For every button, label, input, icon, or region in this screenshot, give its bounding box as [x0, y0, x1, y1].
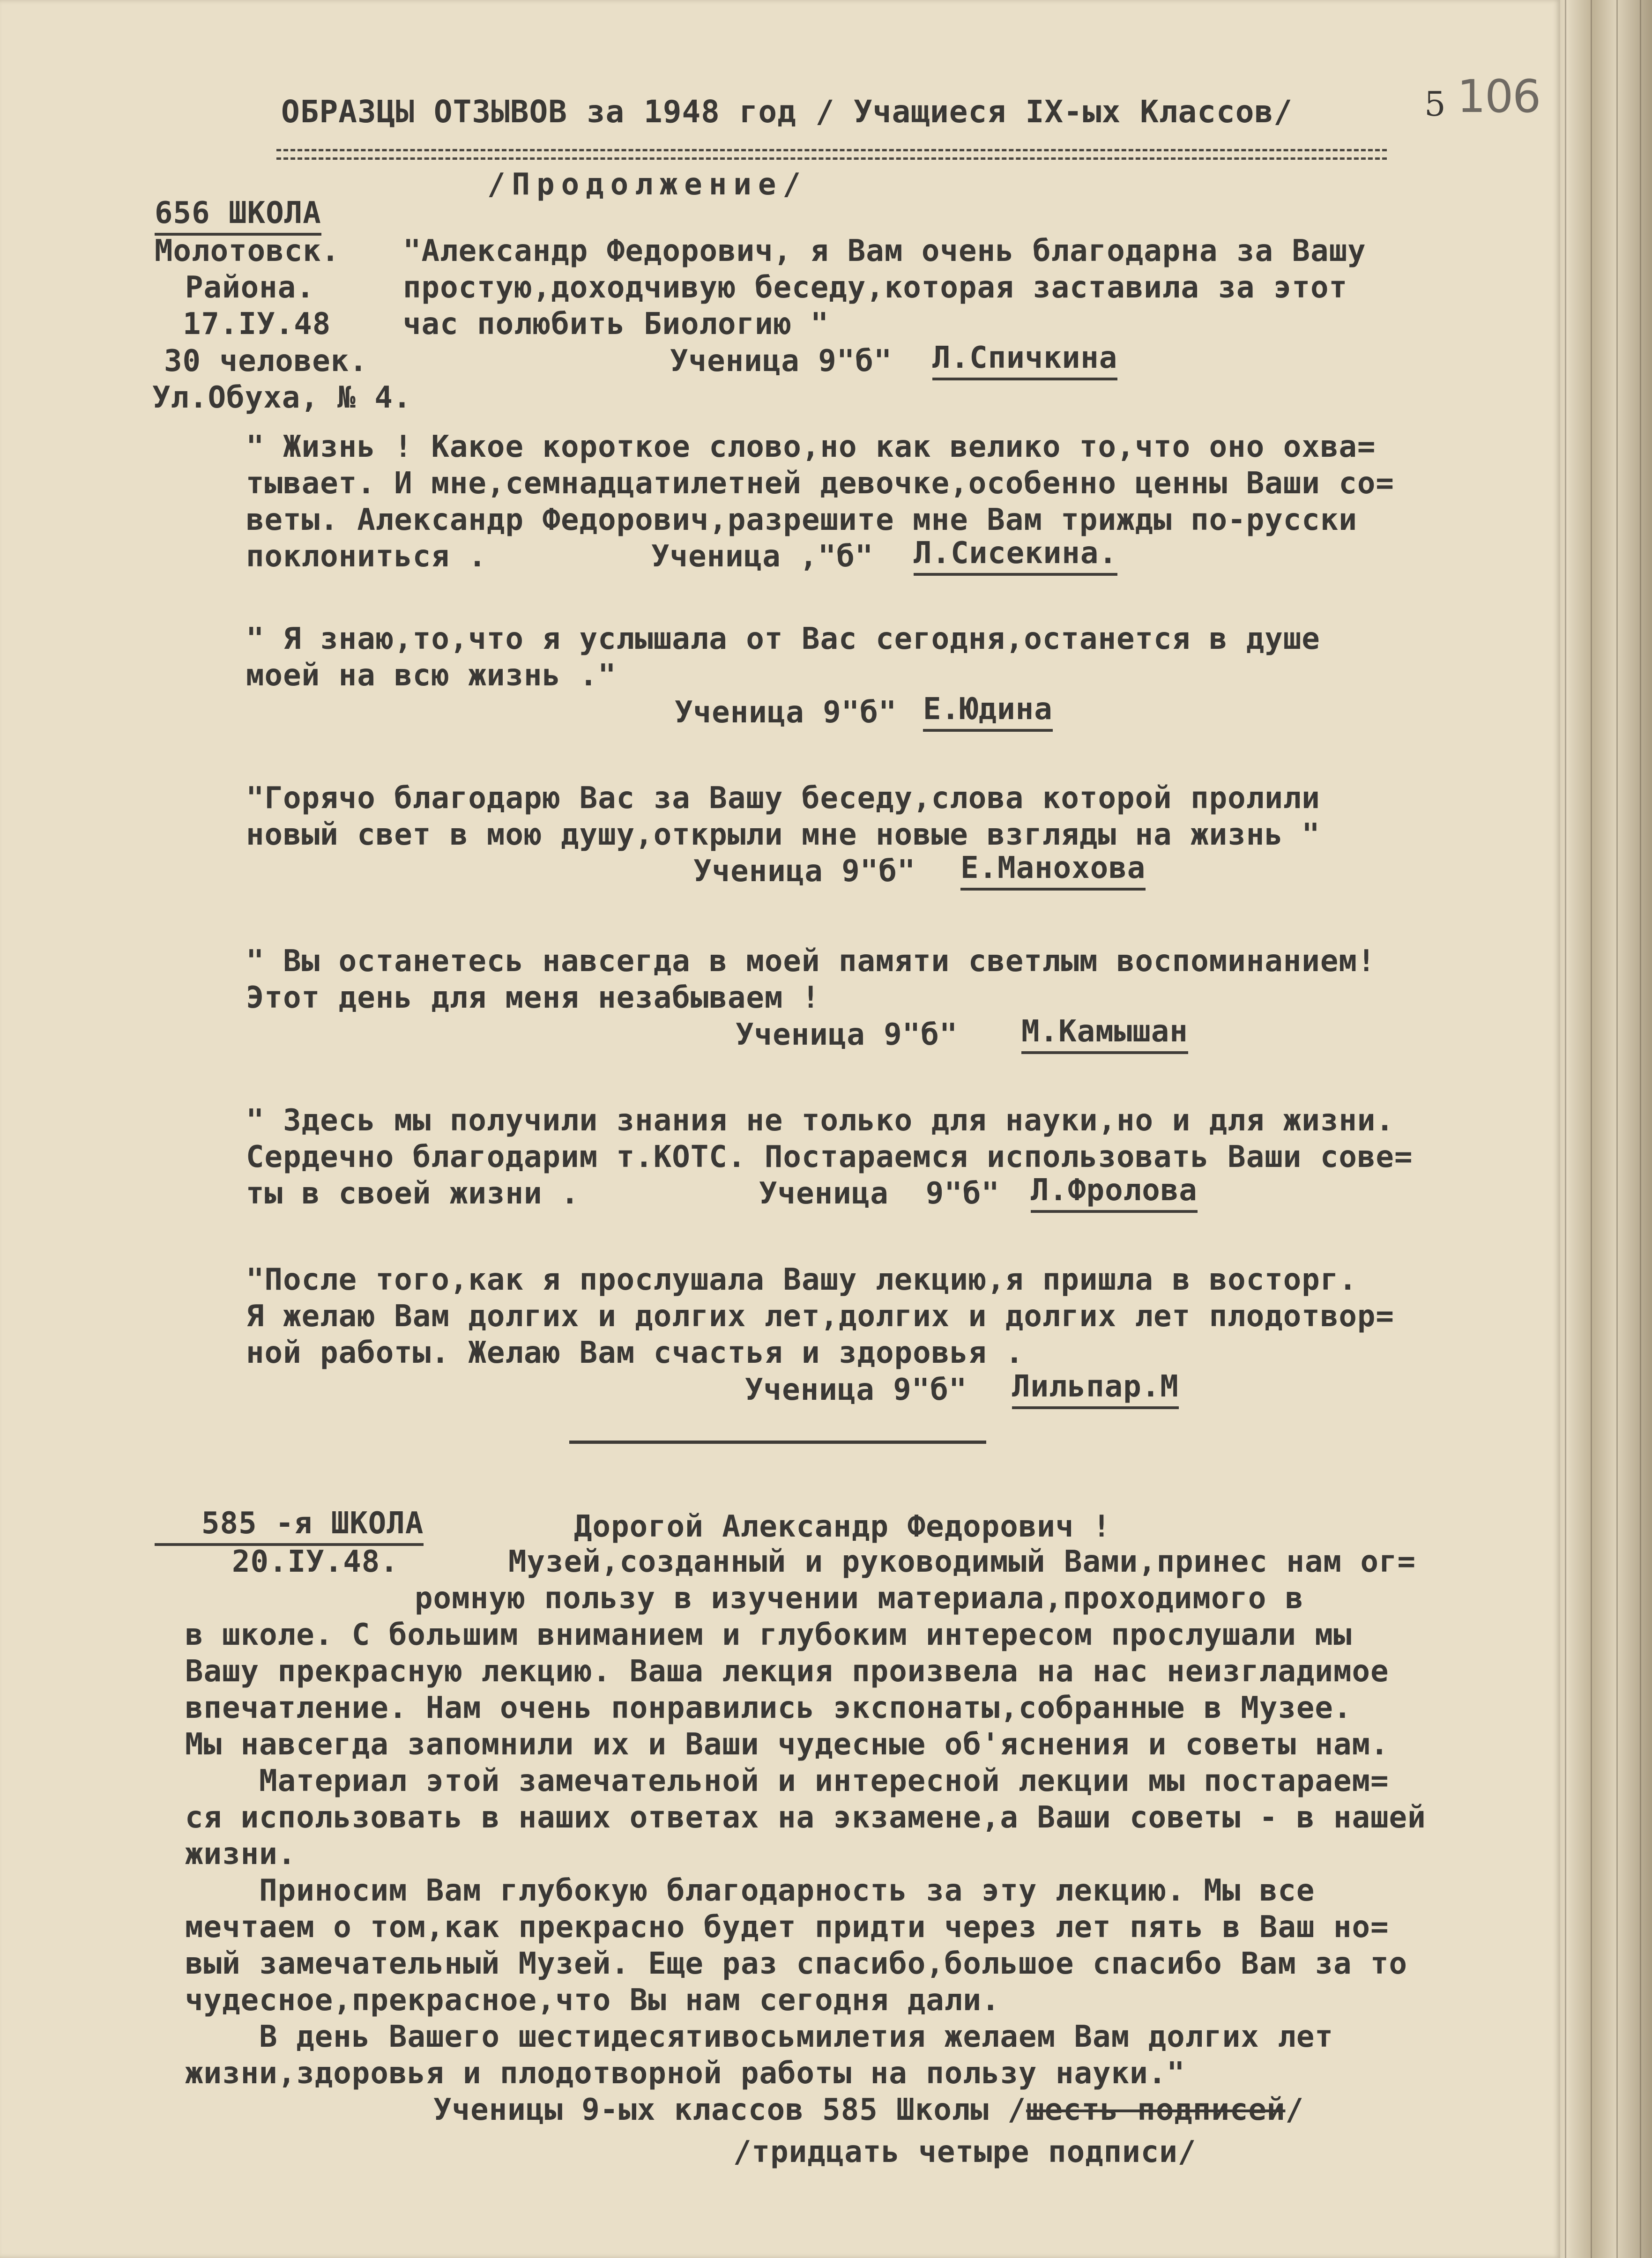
- school-656-district-2: Района.: [185, 270, 315, 305]
- quote-3-line-1: " Я знаю,то,что я услышала от Вас сегодня,останется в душе: [246, 622, 1320, 656]
- letter-signature-struck: шесть подписей: [1026, 2093, 1286, 2127]
- school-585-date: 20.IУ.48.: [232, 1545, 399, 1579]
- title-double-rule-1: [276, 149, 1387, 151]
- signature-1-name: Л.Спичкина: [932, 338, 1117, 380]
- signature-7-prefix: Ученица 9"б": [745, 1373, 967, 1407]
- letter-line-7: ся использовать в наших ответах на экзамене,а Ваши советы - в нашей: [185, 1800, 1426, 1835]
- letter-greeting: Дорогой Александр Федорович !: [574, 1509, 1111, 1544]
- signature-6-name: Л.Фролова: [1031, 1171, 1198, 1213]
- quote-2-line-4: поклониться .: [246, 539, 487, 574]
- signature-4-name: Е.Манохова: [960, 848, 1146, 891]
- letter-line-8: жизни.: [185, 1837, 297, 1872]
- pencil-folio-number: 106: [1457, 70, 1540, 123]
- letter-signature-suffix: /: [1285, 2093, 1304, 2127]
- quote-4-line-1: "Горячо благодарю Вас за Вашу беседу,слова которой пролили: [246, 781, 1320, 816]
- signature-2-prefix: Ученица ,"б": [651, 539, 874, 574]
- document-title: ОБРАЗЦЫ ОТЗЫВОВ за 1948 год / Учащиеся IX-ых Классов/: [281, 94, 1293, 130]
- quote-6-line-1: " Здесь мы получили знания не только для науки,но и для жизни.: [246, 1103, 1394, 1138]
- signature-4-prefix: Ученица 9"б": [693, 854, 916, 889]
- letter-line-2: в школе. С большим вниманием и глубоким интересом прослушали мы: [185, 1618, 1352, 1652]
- signature-5-name: М.Камышан: [1021, 1012, 1188, 1054]
- quote-1-line-3: час полюбить Биологию ": [403, 307, 829, 342]
- letter-signature-2: /тридцать четыре подписи/: [733, 2135, 1197, 2169]
- school-656-heading: 656 ШКОЛА: [155, 193, 321, 236]
- page-number: 5: [1424, 84, 1446, 124]
- section-divider: [569, 1441, 986, 1444]
- letter-signature-prefix: Ученицы 9-ых классов 585 Школы /: [433, 2093, 1026, 2127]
- continuation-label: /Продолжение/: [487, 167, 807, 202]
- quote-1-line-1: "Александр Федорович, я Вам очень благодарна за Вашу: [403, 234, 1366, 268]
- signature-3-name: Е.Юдина: [923, 690, 1053, 732]
- quote-7-line-1: "После того,как я прослушала Вашу лекцию,я пришла в восторг.: [246, 1263, 1357, 1297]
- quote-7-line-2: Я желаю Вам долгих и долгих лет,долгих и долгих лет плодотвор=: [246, 1299, 1394, 1334]
- quote-1-line-2: простую,доходчивую беседу,которая заставила за этот: [403, 270, 1348, 305]
- letter-line-1: ромную пользу в изучении материала,проходимого в: [415, 1581, 1304, 1616]
- school-656-district: Молотовск.: [155, 234, 340, 268]
- letter-line-3: Вашу прекрасную лекцию. Ваша лекция произвела на нас неизгладимое: [185, 1654, 1389, 1689]
- title-double-rule-2: [276, 157, 1387, 160]
- letter-line-4: впечатление. Нам очень понравились экспонаты,собранные в Музее.: [185, 1691, 1352, 1725]
- quote-5-line-2: Этот день для меня незабываем !: [246, 980, 820, 1015]
- signature-7-name: Лильпар.М: [1012, 1367, 1179, 1409]
- school-656-date: 17.IУ.48: [183, 307, 331, 342]
- letter-line-14: жизни,здоровья и плодотворной работы на пользу науки.": [185, 2056, 1185, 2091]
- signature-5-prefix: Ученица 9"б": [736, 1018, 958, 1052]
- letter-first-line: Музей,созданный и руководимый Вами,принес нам ог=: [508, 1545, 1416, 1579]
- quote-6-line-2: Сердечно благодарим т.КОТС. Постараемся использовать Ваши сове=: [246, 1140, 1413, 1174]
- signature-6-prefix: Ученица 9"б": [759, 1176, 1000, 1211]
- letter-line-9: Приносим Вам глубокую благодарность за эту лекцию. Мы все: [185, 1873, 1315, 1908]
- letter-line-10: мечтаем о том,как прекрасно будет придти через лет пять в Ваш но=: [185, 1910, 1389, 1945]
- school-656-address: Ул.Обуха, № 4.: [152, 380, 412, 415]
- letter-line-13: В день Вашего шестидесятивосьмилетия желаем Вам долгих лет: [185, 2020, 1333, 2054]
- quote-7-line-3: ной работы. Желаю Вам счастья и здоровья .: [246, 1336, 1024, 1370]
- quote-3-line-2: моей на всю жизнь .": [246, 658, 617, 693]
- letter-line-12: чудесное,прекрасное,что Вы нам сегодня дали.: [185, 1983, 1000, 2018]
- quote-2-line-1: " Жизнь ! Какое короткое слово,но как велико то,что оно охва=: [246, 430, 1376, 464]
- quote-4-line-2: новый свет в мою душу,открыли мне новые взгляды на жизнь ": [246, 817, 1320, 852]
- letter-line-6: Материал этой замечательной и интересной лекции мы постараем=: [185, 1764, 1389, 1798]
- school-656-attendance: 30 человек.: [164, 344, 368, 379]
- quote-6-line-3: ты в своей жизни .: [246, 1176, 580, 1211]
- quote-2-line-2: тывает. И мне,семнадцатилетней девочке,особенно ценны Ваши со=: [246, 466, 1394, 501]
- letter-signature: [433, 2087, 1304, 2133]
- signature-3-prefix: Ученица 9"б": [675, 695, 897, 730]
- school-585-heading: 585 -я ШКОЛА: [155, 1504, 424, 1546]
- quote-2-line-3: веты. Александр Федорович,разрешите мне Вам трижды по-русски: [246, 503, 1357, 537]
- letter-line-11: вый замечательный Музей. Еще раз спасибо,большое спасибо Вам за то: [185, 1946, 1408, 1981]
- letter-line-5: Мы навсегда запомнили их и Ваши чудесные об'яснения и советы нам.: [185, 1727, 1389, 1762]
- signature-2-name: Л.Сисекина.: [914, 534, 1117, 576]
- paper-stack-edge: [1546, 0, 1652, 2258]
- quote-5-line-1: " Вы останетесь навсегда в моей памяти светлым воспоминанием!: [246, 944, 1376, 979]
- signature-1-prefix: Ученица 9"б": [670, 344, 893, 379]
